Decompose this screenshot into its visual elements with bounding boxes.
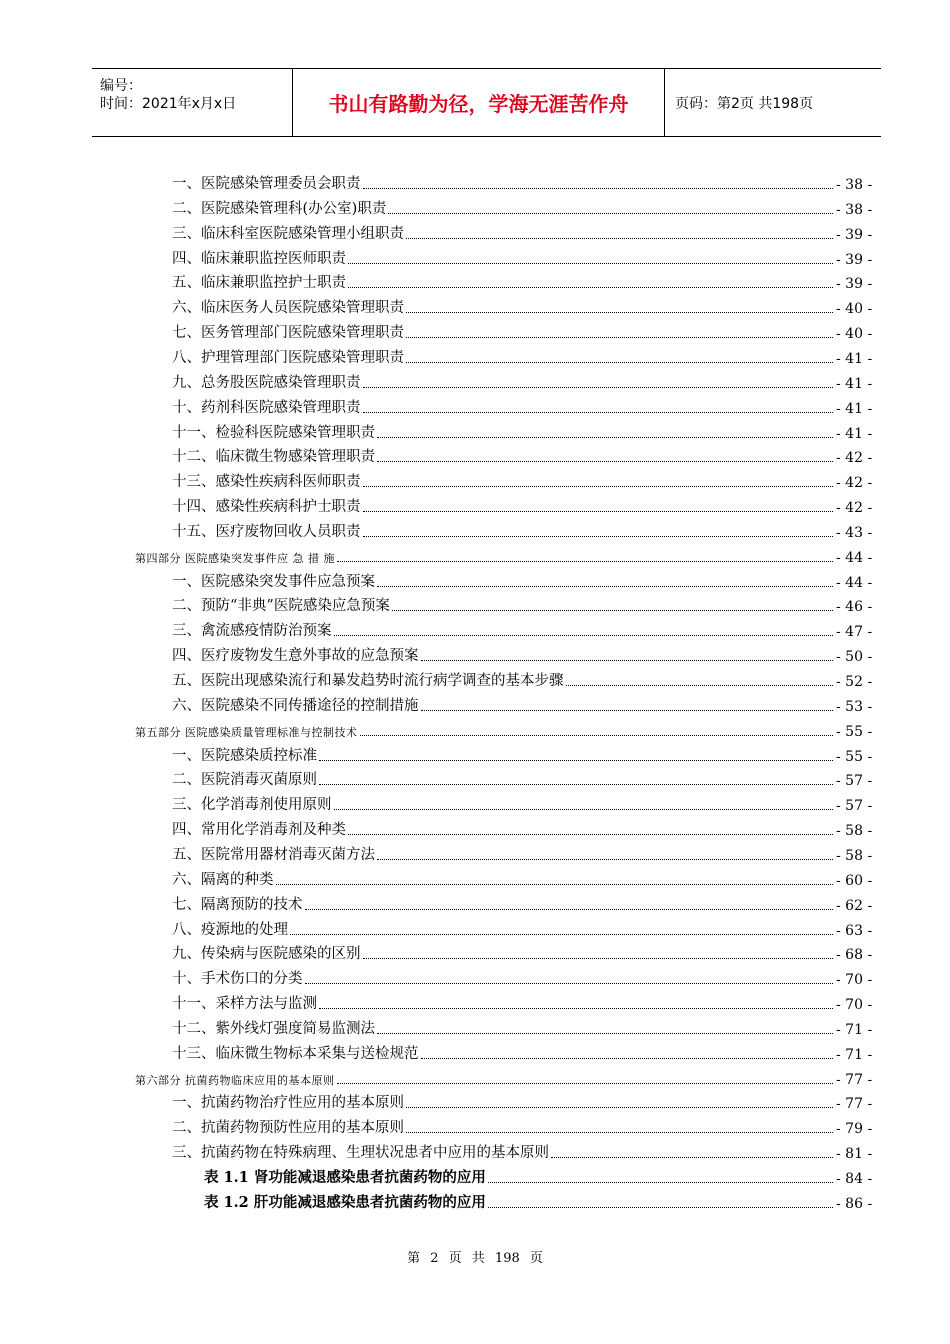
toc-dot-leader [305,983,834,984]
toc-page-number: - 50 - [836,649,873,666]
page-info-text: 页码：第2页 共198页 [675,95,814,112]
toc-entry-title: 八、护理管理部门医院感染管理职责 [172,349,404,366]
toc-row[interactable] [0,618,874,640]
toc-row[interactable] [0,494,874,516]
toc-dot-leader [377,859,833,860]
toc-dot-leader [421,660,834,661]
toc-entry-title: 七、医务管理部门医院感染管理职责 [172,325,404,342]
toc-page-number: - 39 - [836,276,873,293]
toc-page-number: - 84 - [836,1171,873,1187]
toc-page-number: - 62 - [836,897,873,914]
header-meta [92,69,293,136]
toc-entry-title: 八、疫源地的处理 [172,921,288,938]
toc-row[interactable] [0,1090,874,1112]
toc-page-number: - 86 - [836,1195,873,1212]
toc-dot-leader [334,635,834,636]
toc-row[interactable] [0,593,874,615]
toc-dot-leader [406,362,833,363]
toc-page-number: - 68 - [836,947,873,964]
toc-page-number: - 77 - [836,1071,873,1088]
document-header [92,68,881,137]
toc-dot-leader [377,1033,833,1034]
toc-dot-leader [337,561,833,562]
toc-dot-leader [363,536,834,537]
toc-dot-leader [363,188,834,189]
toc-part-row[interactable] [0,718,874,740]
toc-row[interactable] [0,469,874,491]
toc-entry-title: 二、医院感染管理科(办公室)职责 [172,200,387,217]
toc-dot-leader [488,1182,833,1183]
toc-page-number: - 79 - [836,1121,873,1138]
toc-dot-leader [406,1132,833,1133]
header-motto: 书山有路勤为径，学海无涯苦作舟 [293,69,665,136]
toc-entry-title: 十、手术伤口的分类 [172,971,303,988]
toc-row[interactable] [0,246,874,268]
header-page-info [665,69,881,136]
toc-row[interactable] [0,1016,874,1038]
toc-row[interactable] [0,320,874,342]
toc-row[interactable] [0,345,874,367]
toc-row[interactable] [0,171,874,193]
toc-part-row[interactable] [0,1066,874,1088]
toc-dot-leader [406,312,833,313]
toc-row[interactable] [0,444,874,466]
toc-entry-title: 五、医院出现感染流行和暴发趋势时流行病学调查的基本步骤 [172,673,564,689]
toc-dot-leader [348,287,833,288]
toc-entry-title: 五、临床兼职监控护士职责 [172,275,346,292]
toc-page-number: - 41 - [836,350,873,367]
toc-entry-title: 十、药剂科医院感染管理职责 [172,399,361,416]
toc-page-number: - 43 - [836,524,873,541]
toc-row[interactable] [0,1041,874,1063]
toc-row[interactable] [0,569,874,591]
toc-entry-title: 三、抗菌药物在特殊病理、生理状况患者中应用的基本原则 [172,1145,549,1162]
toc-entry-title: 表 1.1 肾功能减退感染患者抗菌药物的应用 [204,1169,486,1186]
toc-page-number: - 55 - [836,723,873,740]
toc-row[interactable] [0,817,874,839]
toc-page-number: - 57 - [836,773,873,790]
toc-row[interactable] [0,395,874,417]
toc-page-number: - 57 - [836,798,873,815]
toc-entry-title: 三、化学消毒剂使用原则 [172,797,332,814]
toc-entry-title: 十三、临床微生物标本采集与送检规范 [172,1045,419,1062]
toc-row[interactable] [0,1165,874,1187]
toc-page-number: - 39 - [836,226,873,243]
document-number-label: 编号： [100,78,142,94]
toc-row[interactable] [0,1140,874,1162]
toc-row[interactable] [0,917,874,939]
toc-dot-leader [388,213,833,214]
toc-dot-leader [421,1058,834,1059]
toc-page-number: - 58 - [836,847,873,864]
toc-dot-leader [377,586,833,587]
toc-dot-leader [348,263,833,264]
toc-dot-leader [290,934,833,935]
toc-row[interactable] [0,941,874,963]
toc-row[interactable] [0,295,874,317]
toc-entry-title: 五、医院常用器材消毒灭菌方法 [172,846,375,863]
toc-entry-title: 三、禽流感疫情防治预案 [172,623,332,640]
toc-entry-title: 表 1.2 肝功能减退感染患者抗菌药物的应用 [204,1193,486,1211]
toc-page-number: - 42 - [836,475,873,492]
toc-dot-leader [377,437,833,438]
toc-dot-leader [363,958,834,959]
toc-entry-title: 九、总务股医院感染管理职责 [172,374,361,391]
toc-row[interactable] [0,892,874,914]
toc-entry-title: 十四、感染性疾病科护士职责 [172,499,361,516]
toc-dot-leader [337,1083,834,1084]
toc-dot-leader [566,685,834,686]
toc-entry-title: 六、隔离的种类 [172,871,274,888]
toc-entry-title: 十一、检验科医院感染管理职责 [172,424,375,441]
toc-row[interactable] [0,370,874,392]
toc-page-number: - 38 - [836,201,873,218]
toc-dot-leader [363,412,834,413]
toc-page-number: - 58 - [836,823,873,840]
toc-row[interactable] [0,1115,874,1137]
toc-entry-title: 二、医院消毒灭菌原则 [172,772,317,789]
toc-dot-leader [348,834,833,835]
toc-entry-title: 十五、医疗废物回收人员职责 [172,523,361,540]
toc-page-number: - 44 - [836,574,873,591]
toc-entry-title: 四、医疗废物发生意外事故的应急预案 [172,648,419,665]
toc-entry-title: 第六部分 抗菌药物临床应用的基本原则 [135,1073,335,1087]
toc-dot-leader [363,511,834,512]
toc-page-number: - 41 - [836,400,873,417]
toc-page-number: - 40 - [836,301,873,318]
toc-dot-leader [360,735,834,736]
toc-row[interactable] [0,867,874,889]
toc-entry-title: 十二、紫外线灯强度简易监测法 [172,1020,375,1037]
toc-page-number: - 41 - [836,375,873,392]
toc-entry-title: 第四部分 医院感染突发事件应 急 措 施 [135,551,335,565]
toc-entry-title: 七、隔离预防的技术 [172,896,303,913]
toc-dot-leader [363,387,834,388]
toc-row[interactable] [0,643,874,665]
toc-dot-leader [488,1207,833,1208]
toc-entry-title: 四、临床兼职监控医师职责 [172,250,346,267]
toc-dot-leader [319,784,833,785]
toc-entry-title: 六、医院感染不同传播途径的控制措施 [172,697,419,714]
toc-row[interactable] [0,842,874,864]
toc-entry-title: 一、医院感染质控标准 [172,747,317,764]
toc-page-number: - 42 - [836,500,873,517]
toc-row[interactable] [0,420,874,442]
toc-dot-leader [319,760,833,761]
toc-row[interactable] [0,270,874,292]
toc-page-number: - 42 - [836,450,873,467]
toc-row[interactable] [0,966,874,988]
toc-row[interactable] [0,693,874,715]
toc-page-number: - 70 - [836,972,873,989]
toc-part-row[interactable] [0,544,874,566]
toc-page-number: - 53 - [836,698,873,715]
toc-row[interactable] [0,196,874,218]
toc-entry-title: 一、医院感染管理委员会职责 [172,176,361,192]
toc-dot-leader [363,486,834,487]
toc-entry-title: 十一、采样方法与监测 [172,996,317,1013]
toc-dot-leader [551,1157,833,1158]
toc-page-number: - 63 - [836,922,873,939]
toc-row[interactable] [0,991,874,1013]
toc-row[interactable] [0,1190,874,1212]
toc-page-number: - 44 - [836,549,873,566]
toc-page-number: - 77 - [836,1096,873,1113]
toc-entry-title: 一、医院感染突发事件应急预案 [172,573,375,590]
toc-entry-title: 四、常用化学消毒剂及种类 [172,822,346,839]
toc-page-number: - 81 - [836,1146,873,1163]
toc-page-number: - 55 - [836,748,873,765]
toc-dot-leader [377,461,833,462]
toc-dot-leader [406,238,833,239]
toc-dot-leader [406,337,833,338]
document-time-label: 时间：2021年x月x日 [100,96,237,112]
toc-entry-title: 十三、感染性疾病科医师职责 [172,474,361,491]
toc-entry-title: 六、临床医务人员医院感染管理职责 [172,300,404,317]
toc-page-number: - 70 - [836,997,873,1014]
toc-dot-leader [406,1107,833,1108]
toc-page-number: - 71 - [836,1021,873,1038]
toc-page-number: - 71 - [836,1046,873,1063]
toc-row[interactable] [0,767,874,789]
toc-entry-title: 第五部分 医院感染质量管理标准与控制技术 [135,725,358,739]
toc-dot-leader [392,610,833,611]
toc-entry-title: 二、预防“非典”医院感染应急预案 [172,598,390,615]
toc-page-number: - 60 - [836,872,873,889]
toc-row[interactable] [0,792,874,814]
toc-page-number: - 41 - [836,425,873,442]
toc-entry-title: 二、抗菌药物预防性应用的基本原则 [172,1120,404,1137]
toc-dot-leader [421,710,834,711]
toc-row[interactable] [0,519,874,541]
toc-page-number: - 52 - [836,674,873,690]
toc-page-number: - 39 - [836,251,873,268]
toc-row[interactable] [0,221,874,243]
toc-entry-title: 十二、临床微生物感染管理职责 [172,449,375,466]
toc-row[interactable] [0,743,874,765]
toc-entry-title: 九、传染病与医院感染的区别 [172,946,361,963]
toc-dot-leader [276,884,834,885]
toc-dot-leader [305,909,834,910]
toc-page-number: - 40 - [836,326,873,343]
toc-page-number: - 46 - [836,599,873,616]
page-footer: 第 2 页 共 198 页 [407,1251,543,1266]
toc-page-number: - 47 - [836,624,873,641]
toc-page-number: - 38 - [836,177,873,193]
toc-row[interactable] [0,668,874,690]
toc-entry-title: 一、抗菌药物治疗性应用的基本原则 [172,1095,404,1112]
toc-entry-title: 三、临床科室医院感染管理小组职责 [172,225,404,242]
toc-dot-leader [334,809,834,810]
toc-dot-leader [319,1008,833,1009]
